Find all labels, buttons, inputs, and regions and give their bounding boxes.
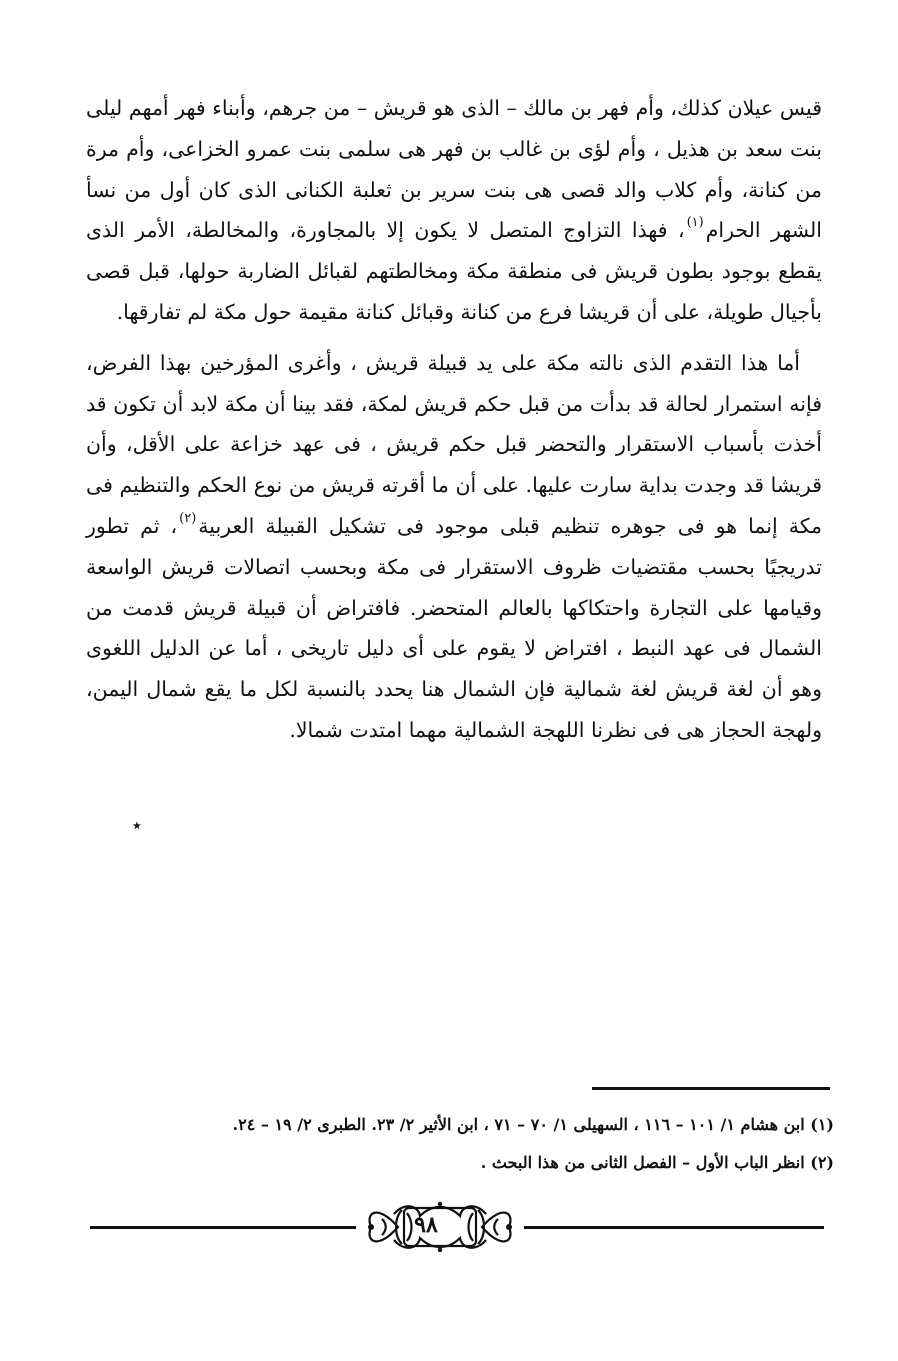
footnote-reference-1: (١): [686, 215, 704, 231]
paragraph-2-part-1: أما هذا التقدم الذى نالته مكة على يد قبيلة قريش ، وأغرى المؤرخين بهذا الفرض، فإنه استمرار لحالة قد بدأت من قبل حكم قريش لمكة، فقد بينا أن مكة لابد أن تكون قد أخذت بأسباب الاستقرار والتحضر قبل حكم قريش ، فى عهد خزاعة على الأقل، وأن قريشا قد وجدت بداية سارت عليها. على أن ما أقرته قريش من نوع الحكم والتنظيم فى مكة إنما هو فى جوهره تنظيم قبلى موجود فى تشكيل القبيلة العربية: [86, 350, 823, 538]
end-mark: ٭: [132, 815, 142, 836]
paragraph-1-part-2: ، فهذا التزاوج المتصل لا يكون إلا بالمجاورة، والمخالطة، الأمر الذى يقطع بوجود بطون قريش فى منطقة مكة ومخالطتهم لقبائل الضاربة حولها، قبل قصى بأجيال طويلة، على أن قريشا فرع من كنانة وقبائل كنانة مقيمة حول مكة لم تفارقها.: [86, 218, 822, 324]
page-number: ٩٨: [414, 1212, 438, 1238]
main-text: [86, 88, 822, 751]
footnote-2: (٢) انظر الباب الأول – الفصل الثانى من هذا البحث .: [480, 1153, 834, 1172]
bottom-rule-left: [90, 1226, 356, 1229]
bottom-rule-right: [524, 1226, 824, 1229]
footnote-reference-2: (٢): [179, 510, 197, 526]
footnote-separator: [592, 1087, 830, 1090]
paragraph-2-part-2: ، ثم تطور تدريجيًا بحسب مقتضيات ظروف الاستقرار فى مكة وبحسب اتصالات قريش الواسعة وقيامها على التجارة واحتكاكها بالعالم المتحضر. فافتراض أن قبيلة قريش قدمت من الشمال فى عهد النبط ، افتراض لا يقوم على أى دليل تاريخى ، أما عن الدليل اللغوى وهو أن لغة قريش لغة شمالية فإن الشمال هنا يحدد بالنسبة لكل ما يقع شمال اليمن، ولهجة الحجاز هى فى نظرنا اللهجة الشمالية مهما امتدت شمالا.: [86, 513, 822, 742]
paragraph-1: [86, 88, 822, 333]
footnotes: [150, 1106, 834, 1182]
paragraph-2: [86, 343, 822, 751]
footnote-1: (١) ابن هشام ١/ ١٠١ – ١١٦ ، السهيلى ١/ ٧٠ – ٧١ ، ابن الأثير ٢/ ٢٣. الطبرى ٢/ ١٩ – ٢٤.: [232, 1115, 834, 1134]
paragraph-1-part-1: قيس عيلان كذلك، وأم فهر بن مالك – الذى هو قريش – من جرهم، وأبناء فهر أمهم ليلى بنت سعد بن هذيل ، وأم لؤى بن غالب بن فهر هى سلمى بنت عمرو الخزاعى، وأم مرة من كنانة، وأم كلاب والد قصى هى بنت سرير بن ثعلبة الكنانى الذى كان أول من نسأ الشهر الحرام: [86, 96, 822, 243]
